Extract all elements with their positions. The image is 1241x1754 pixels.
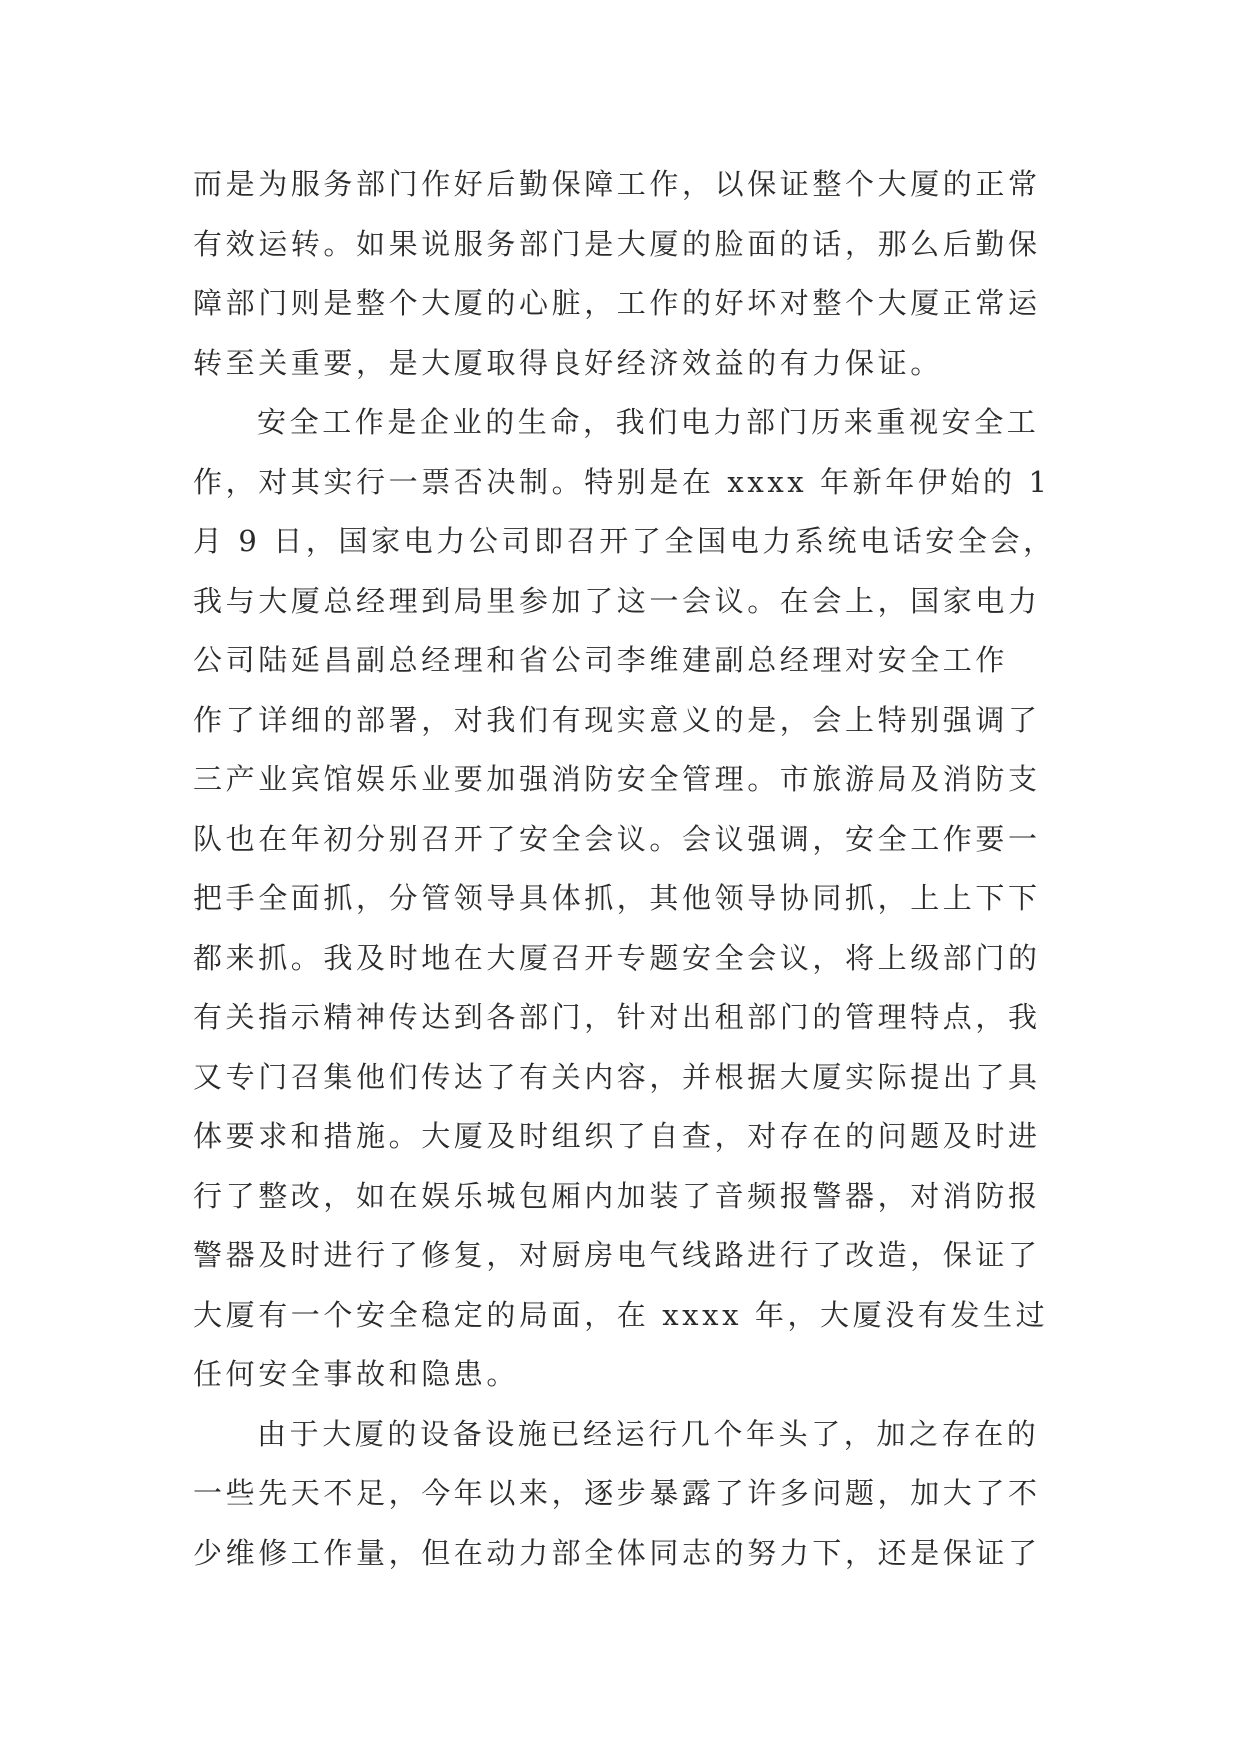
text-line: 作，对其实行一票否决制。特别是在 xxxx 年新年伊始的 1	[193, 464, 1051, 499]
text-line: 少维修工作量，但在动力部全体同志的努力下，还是保证了	[193, 1535, 1041, 1570]
text-line: 有关指示精神传达到各部门，针对出租部门的管理特点，我	[193, 1000, 1041, 1034]
text-line: 而是为服务部门作好后勤保障工作，以保证整个大厦的正常	[193, 167, 1041, 201]
text-line: 警器及时进行了修复，对厨房电气线路进行了改造，保证了	[193, 1238, 1041, 1272]
text-line: 作了详细的部署，对我们有现实意义的是，会上特别强调了	[193, 702, 1041, 737]
document-body	[193, 155, 1056, 1583]
text-line: 月 9 日，国家电力公司即召开了全国电力系统电话安全会，	[193, 524, 1056, 558]
text-line: 三产业宾馆娱乐业要加强消防安全管理。市旅游局及消防支	[193, 762, 1041, 796]
text-line: 都来抓。我及时地在大厦召开专题安全会议，将上级部门的	[193, 940, 1041, 975]
text-line: 大厦有一个安全稳定的局面，在 xxxx 年，大厦没有发生过	[193, 1297, 1049, 1332]
text-line: 队也在年初分别召开了安全会议。会议强调，安全工作要一	[193, 821, 1041, 856]
text-line: 有效运转。如果说服务部门是大厦的脸面的话，那么后勤保	[193, 226, 1041, 261]
text-line: 行了整改，如在娱乐城包厢内加装了音频报警器，对消防报	[193, 1178, 1041, 1213]
text-line: 障部门则是整个大厦的心脏，工作的好坏对整个大厦正常运	[193, 286, 1041, 320]
text-line: 转至关重要，是大厦取得良好经济效益的有力保证。	[193, 345, 943, 380]
text-line: 任何安全事故和隐患。	[193, 1357, 520, 1391]
text-line: 体要求和措施。大厦及时组织了自查，对存在的问题及时进	[193, 1119, 1041, 1153]
text-line: 又专门召集他们传达了有关内容，并根据大厦实际提出了具	[193, 1059, 1041, 1094]
text-line: 一些先天不足，今年以来，逐步暴露了许多问题，加大了不	[193, 1476, 1041, 1510]
text-line: 我与大厦总经理到局里参加了这一会议。在会上，国家电力	[193, 583, 1041, 618]
text-line: 把手全面抓，分管领导具体抓，其他领导协同抓，上上下下	[193, 881, 1041, 915]
text-line: 安全工作是企业的生命，我们电力部门历来重视安全工	[257, 405, 1040, 439]
text-line: 由于大厦的设备设施已经运行几个年头了，加之存在的	[257, 1416, 1040, 1451]
text-line: 公司陆延昌副总经理和省公司李维建副总经理对安全工作	[193, 643, 1009, 677]
